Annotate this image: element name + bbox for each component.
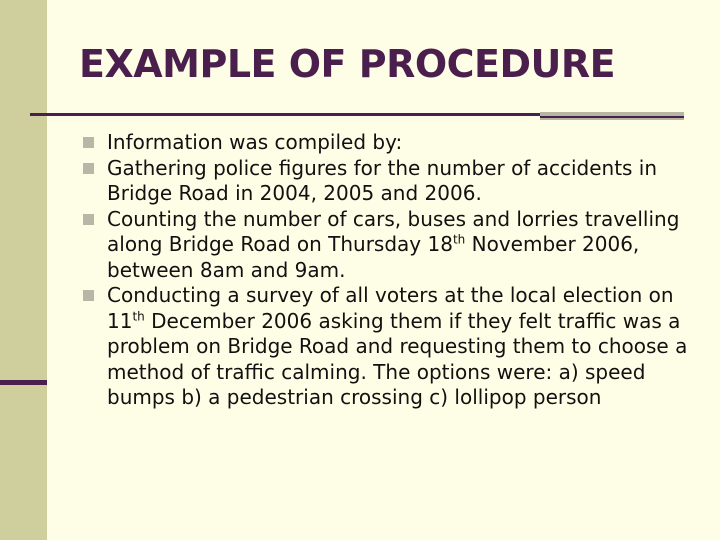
bullet-text: Counting the number of cars, buses and lorries travelling along Bridge Road on Thursday 18 bbox=[107, 206, 680, 256]
left-bar-accent-line bbox=[0, 380, 47, 385]
bullet-text: Conducting a survey of all voters at the local election on 11 bbox=[107, 283, 674, 333]
bullet-item-compiled-by bbox=[74, 130, 689, 156]
bullet-item-traffic-count bbox=[74, 207, 689, 284]
bullet-text: Gathering police figures for the number of accidents in Bridge Road in 2004, 2005 and 2006. bbox=[107, 155, 658, 205]
square-bullet-icon bbox=[83, 137, 94, 148]
left-decorative-bar bbox=[0, 0, 47, 540]
ordinal-suffix: th bbox=[452, 232, 466, 247]
square-bullet-icon bbox=[83, 214, 94, 225]
ordinal-suffix: th bbox=[132, 308, 145, 323]
bullet-text-continued: November 2006, between 8am and 9am. bbox=[107, 232, 640, 282]
bullet-list bbox=[74, 130, 689, 411]
divider-accent-line bbox=[540, 116, 684, 118]
slide-title: EXAMPLE OF PROCEDURE bbox=[79, 42, 616, 86]
bullet-text-continued: December 2006 asking them if they felt traffic was a problem on Bridge Road and requesting them to choose a method of traffic calming. The options were: a) speed bumps b) a pedestrian crossing c) lollipop person bbox=[107, 308, 688, 409]
square-bullet-icon bbox=[83, 290, 94, 301]
bullet-text: Information was compiled by: bbox=[107, 130, 403, 154]
square-bullet-icon bbox=[83, 163, 94, 174]
bullet-item-police-figures bbox=[74, 156, 689, 207]
bullet-item-voter-survey bbox=[74, 283, 689, 411]
